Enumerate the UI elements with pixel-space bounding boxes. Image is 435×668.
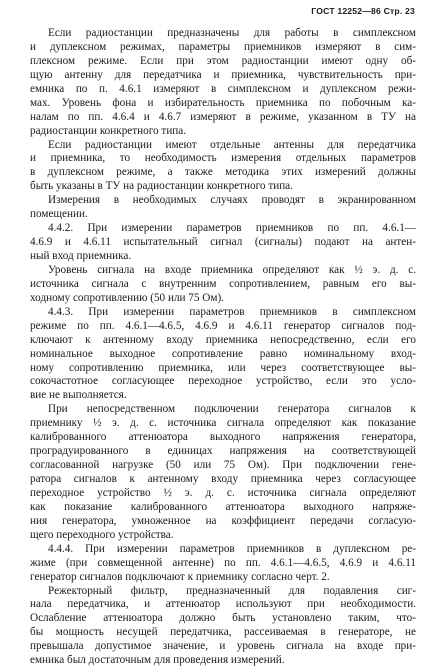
text-line: ному сопротивлению приемника, или через соответствующее вы- (30, 362, 416, 376)
text-line: источника сигнала с внутренним сопротивлением, равным его вы- (30, 278, 416, 292)
text-line: плексном режиме. Если при этом радиостанции имеют одну об- (30, 55, 416, 69)
text-line: налам по пп. 4.6.4 и 4.6.7 измеряют в режиме, указанном в ТУ на (30, 111, 416, 125)
text-line: нала передатчика, и аттенюатор используют при необходимости. (30, 598, 416, 612)
text-line: Измерения в необходимых случаях проводят в экранированном (30, 194, 416, 208)
text-line: Если радиостанции имеют отдельные антенны для передатчика (30, 139, 416, 153)
text-line: ключают к антенному входу приемника непосредственно, если его (30, 334, 416, 348)
page-header: ГОСТ 12252—86 Стр. 23 (311, 6, 415, 16)
paragraph (30, 27, 416, 139)
text-line: как показание калиброванного аттенюатора выходного напряже- (30, 501, 416, 515)
text-line: режиме по пп. 4.6.1—4.6.5, 4.6.9 и 4.6.11 генератор сигналов под- (30, 320, 416, 334)
text-line: приемнику ½ э. д. с. источника сигнала определяют как показание (30, 417, 416, 431)
text-line: жиме (при совмещенной антенне) по пп. 4.6.1—4.6.5, 4.6.9 и 4.6.11 (30, 557, 416, 571)
text-line: быть указаны в ТУ на радиостанции конкретного типа. (30, 180, 416, 194)
text-line: и дуплексном режимах, параметры приемников измеряют в сим- (30, 41, 416, 55)
text-line: 4.4.3. При измерении параметров приемников в симплексном (30, 306, 416, 320)
text-line: радиостанции конкретного типа. (30, 125, 416, 139)
text-line: ный вход приемника. (30, 250, 416, 264)
text-line: ния генератора, умноженное на коэффициент передачи согласую- (30, 515, 416, 529)
paragraph (30, 543, 416, 585)
paragraph (30, 306, 416, 404)
paragraph (30, 403, 416, 542)
text-line: Ослабление аттенюатора должно быть установлено таким, что- (30, 612, 416, 626)
text-line: бы мощность несущей передатчика, рассеиваемая в генераторе, не (30, 626, 416, 640)
text-line: помещении. (30, 208, 416, 222)
text-line: генератор сигналов подключают к приемнику согласно черт. 2. (30, 571, 416, 585)
text-line: номинальное выходное сопротивление равно номинальному вход- (30, 348, 416, 362)
text-line: сокочастотное согласующее переходное устройство, если это усло- (30, 375, 416, 389)
text-line: емника был достаточным для проведения измерений. (30, 654, 416, 668)
text-line: вие не выполняется. (30, 389, 416, 403)
text-line: калиброванного аттенюатора выходного напряжения генератора, (30, 431, 416, 445)
text-line: щую антенну для передатчика и приемника, чувствительность при- (30, 69, 416, 83)
text-line: и приемника, то необходимость измерения отдельных параметров (30, 152, 416, 166)
text-line: ратора сигналов к антенному входу приемника через согласующее (30, 473, 416, 487)
text-line: в дуплексном режиме, а также методика этих измерений должны (30, 166, 416, 180)
text-line: Режекторный фильтр, предназначенный для подавления сиг- (30, 585, 416, 599)
text-line: проградуированного в единицах напряжения на соответствующей (30, 445, 416, 459)
text-line: согласованной нагрузке (50 или 75 Ом). При подключении гене- (30, 459, 416, 473)
text-line: 4.4.4. При измерении параметров приемников в дуплексном ре- (30, 543, 416, 557)
paragraph (30, 585, 416, 668)
text-line: емника по п. 4.6.1 измеряют в симплексном и дуплексном режи- (30, 83, 416, 97)
text-line: Уровень сигнала на входе приемника определяют как ½ э. д. с. (30, 264, 416, 278)
text-line: При непосредственном подключении генератора сигналов к (30, 403, 416, 417)
document-body (30, 27, 416, 668)
text-line: 4.4.2. При измерении параметров приемников по пп. 4.6.1— (30, 222, 416, 236)
text-line: Если радиостанции предназначены для работы в симплексном (30, 27, 416, 41)
text-line: превышала допустимое значение, и уровень сигнала на входе при- (30, 640, 416, 654)
paragraph (30, 139, 416, 195)
text-line: щего переходного устройства. (30, 529, 416, 543)
paragraph (30, 194, 416, 222)
text-line: переходное устройство ½ э. д. с. источника сигнала определяют (30, 487, 416, 501)
text-line: 4.6.9 и 4.6.11 испытательный сигнал (сигналы) подают на антен- (30, 236, 416, 250)
paragraph (30, 222, 416, 264)
text-line: мах. Уровень фона и избирательность приемника по побочным ка- (30, 97, 416, 111)
paragraph (30, 264, 416, 306)
text-line: ходному сопротивлению (50 или 75 Ом). (30, 292, 416, 306)
